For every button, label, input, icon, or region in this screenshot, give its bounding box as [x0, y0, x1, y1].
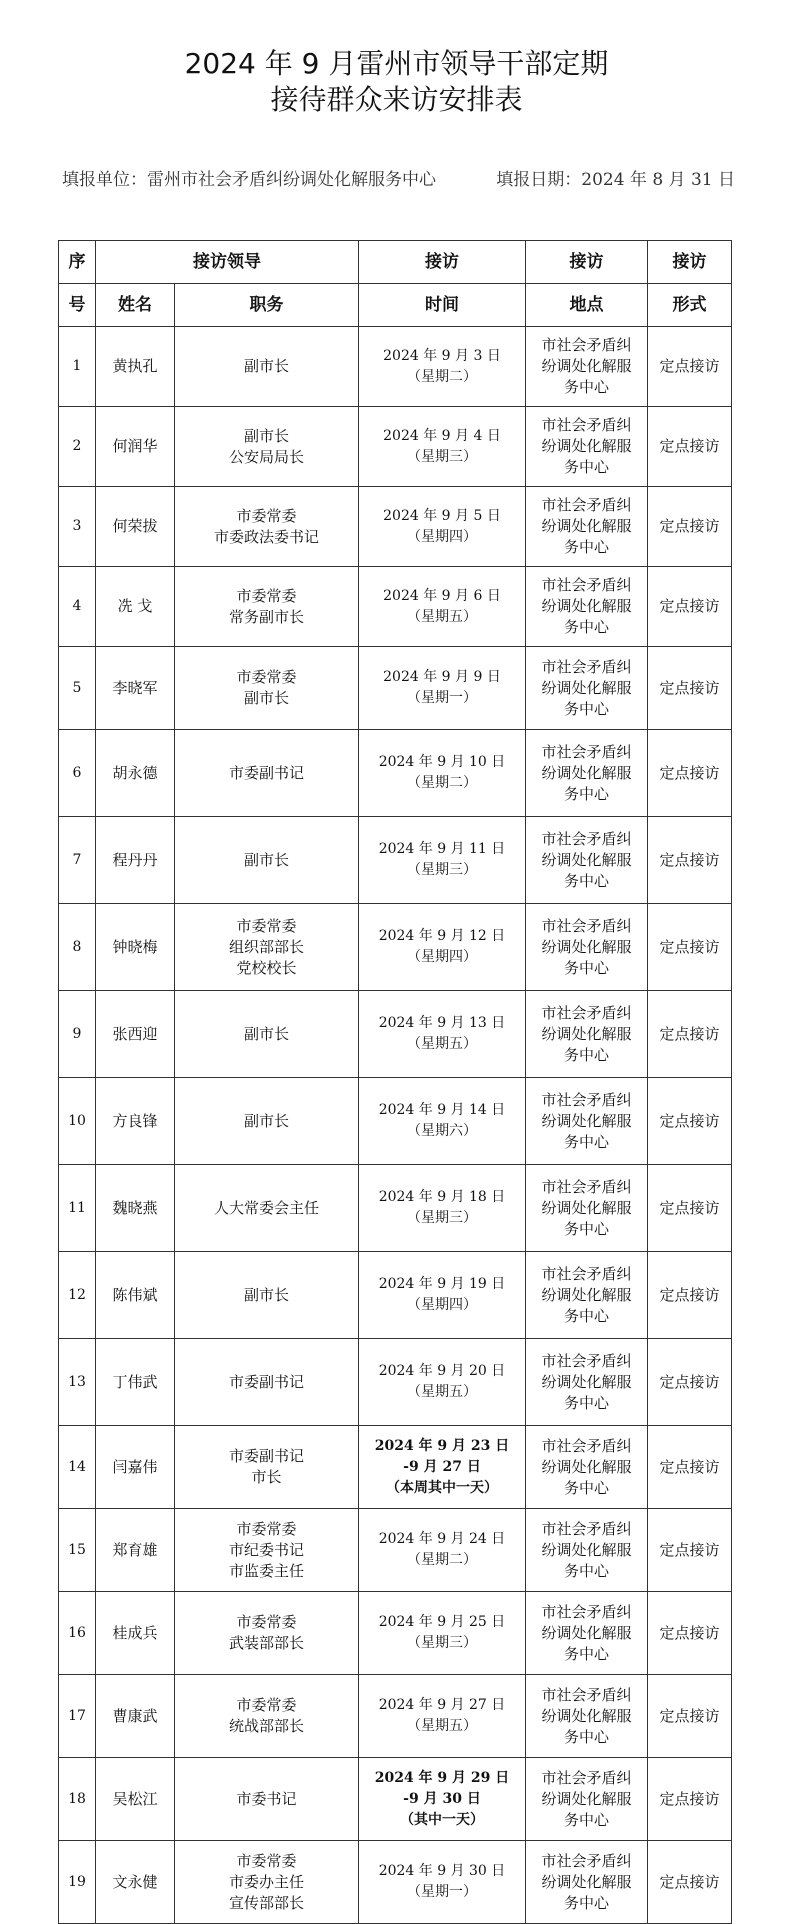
leader-position-line: 副市长	[243, 426, 289, 445]
visit-form: 定点接访	[648, 407, 732, 487]
visit-time-line: 2024 年 9 月 25 日	[378, 1614, 506, 1630]
visit-form: 定点接访	[648, 1841, 732, 1924]
table-row	[59, 1078, 732, 1165]
visit-time	[359, 1758, 526, 1841]
leader-position	[175, 1426, 359, 1509]
visit-place-line: 市社会矛盾纠	[541, 916, 632, 935]
visit-place-line: 市社会矛盾纠	[541, 1768, 632, 1787]
leader-position	[175, 904, 359, 991]
visit-form: 定点接访	[648, 487, 732, 567]
visit-time-line: （星期二）	[407, 775, 477, 791]
leader-position-line: 副市长	[243, 1111, 289, 1130]
visit-place	[526, 1078, 648, 1165]
table-row	[59, 991, 732, 1078]
leader-name: 程丹丹	[96, 817, 175, 904]
table-row	[59, 730, 732, 817]
visit-place	[526, 1426, 648, 1509]
visit-form: 定点接访	[648, 1758, 732, 1841]
visit-place-line: 务中心	[563, 1219, 609, 1238]
visit-form: 定点接访	[648, 1165, 732, 1252]
visit-place-line: 市社会矛盾纠	[541, 1264, 632, 1283]
leader-name: 方良锋	[96, 1078, 175, 1165]
leader-position-line: 副市长	[243, 357, 289, 375]
visit-time-line: （星期二）	[407, 1552, 477, 1568]
row-number: 14	[59, 1426, 96, 1509]
visit-place-line: 务中心	[563, 1893, 609, 1912]
leader-name: 张西迎	[96, 991, 175, 1078]
visit-place-line: 纷调处化解服	[541, 763, 632, 782]
visit-place-line: 市社会矛盾纠	[541, 416, 632, 434]
visit-form: 定点接访	[648, 647, 732, 730]
visit-place-line: 务中心	[563, 1393, 609, 1412]
header-leader-group: 接访领导	[96, 241, 359, 284]
leader-position-line: 市委常委	[236, 1519, 297, 1538]
leader-position-line: 市委常委	[236, 1696, 297, 1714]
visit-time	[359, 1165, 526, 1252]
schedule-rows	[59, 327, 732, 1924]
row-number: 16	[59, 1592, 96, 1675]
visit-time-line: （星期三）	[407, 448, 477, 465]
leader-position	[175, 1252, 359, 1339]
visit-place-line: 市社会矛盾纠	[541, 1003, 632, 1022]
visit-place-line: 纷调处化解服	[541, 517, 632, 535]
visit-time-line: （星期三）	[407, 1635, 477, 1651]
visit-place-line: 市社会矛盾纠	[541, 1436, 632, 1455]
row-number: 7	[59, 817, 96, 904]
header-place-top: 接访	[526, 241, 648, 284]
row-number: 2	[59, 407, 96, 487]
leader-position	[175, 1675, 359, 1758]
visit-time-line: 2024 年 9 月 29 日	[374, 1769, 510, 1786]
table-row	[59, 327, 732, 407]
visit-time-line: 2024 年 9 月 10 日	[378, 754, 506, 770]
visit-place	[526, 1675, 648, 1758]
leader-position-line: 宣传部部长	[228, 1893, 304, 1912]
leader-position	[175, 327, 359, 407]
row-number: 17	[59, 1675, 96, 1758]
table-row	[59, 1426, 732, 1509]
visit-place-line: 纷调处化解服	[541, 1198, 632, 1217]
table-row	[59, 1592, 732, 1675]
visit-time-line: 2024 年 9 月 3 日	[383, 347, 501, 364]
table-row	[59, 1675, 732, 1758]
leader-position-line: 组织部部长	[228, 937, 304, 956]
visit-place-line: 务中心	[563, 1727, 609, 1746]
visit-time	[359, 1252, 526, 1339]
visit-time	[359, 1339, 526, 1426]
leader-position-line: 党校校长	[236, 958, 297, 977]
visit-place-line: 市社会矛盾纠	[541, 1177, 632, 1196]
visit-form: 定点接访	[648, 904, 732, 991]
visit-place-line: 务中心	[563, 618, 609, 636]
leader-position-line: 市监委主任	[228, 1561, 304, 1580]
visit-time-line: （星期五）	[407, 1718, 477, 1734]
row-number: 10	[59, 1078, 96, 1165]
leader-position	[175, 817, 359, 904]
visit-time	[359, 1509, 526, 1592]
visit-place-line: 务中心	[563, 1132, 609, 1151]
row-number: 13	[59, 1339, 96, 1426]
leader-name: 何荣拔	[96, 487, 175, 567]
leader-position-line: 公安局局长	[228, 447, 304, 466]
visit-time-line: （星期一）	[407, 690, 477, 706]
header-time-top: 接访	[359, 241, 526, 284]
visit-time	[359, 1426, 526, 1509]
row-number: 9	[59, 991, 96, 1078]
visit-place-line: 务中心	[563, 1644, 609, 1663]
leader-position-line: 市委常委	[236, 1613, 297, 1631]
visit-form: 定点接访	[648, 991, 732, 1078]
leader-name: 冼 戈	[96, 567, 175, 647]
visit-place-line: 务中心	[563, 1810, 609, 1829]
visit-time	[359, 1078, 526, 1165]
visit-time	[359, 1675, 526, 1758]
leader-name: 李晓军	[96, 647, 175, 730]
visit-time-line: 2024 年 9 月 30 日	[378, 1863, 506, 1879]
visit-time	[359, 991, 526, 1078]
title-line-2: 接待群众来访安排表	[270, 83, 523, 116]
row-number: 18	[59, 1758, 96, 1841]
leader-position-line: 市委书记	[236, 1789, 297, 1808]
visit-time	[359, 1841, 526, 1924]
table-row	[59, 817, 732, 904]
leader-name: 黄执孔	[96, 327, 175, 407]
visit-time-line: （星期一）	[407, 1884, 477, 1900]
table-row	[59, 1509, 732, 1592]
visit-form: 定点接访	[648, 1509, 732, 1592]
visit-place-line: 务中心	[563, 1478, 609, 1497]
visit-place-line: 市社会矛盾纠	[541, 829, 632, 848]
visit-time-line: 2024 年 9 月 24 日	[378, 1531, 506, 1547]
row-number: 5	[59, 647, 96, 730]
row-number: 8	[59, 904, 96, 991]
leader-position-line: 市委常委	[236, 586, 297, 605]
visit-time-line: -9 月 30 日	[403, 1790, 481, 1807]
header-seq-top: 序	[59, 241, 96, 284]
visit-time-line: 2024 年 9 月 12 日	[378, 928, 506, 944]
visit-place-line: 纷调处化解服	[541, 850, 632, 869]
leader-position	[175, 1758, 359, 1841]
header-place-bottom: 地点	[526, 284, 648, 327]
header-form-bottom: 形式	[648, 284, 732, 327]
visit-place	[526, 1592, 648, 1675]
visit-place-line: 市社会矛盾纠	[541, 1685, 632, 1704]
visit-place-line: 务中心	[563, 958, 609, 977]
leader-position-line: 市委常委	[236, 1851, 297, 1870]
visit-place	[526, 904, 648, 991]
visit-time-line: （星期四）	[407, 528, 477, 545]
leader-position-line: 市委常委	[236, 916, 297, 935]
leader-position-line: 武装部部长	[228, 1634, 304, 1652]
visit-place-line: 纷调处化解服	[541, 678, 632, 697]
visit-place-line: 市社会矛盾纠	[541, 1351, 632, 1370]
leader-position	[175, 1841, 359, 1924]
leader-name: 胡永德	[96, 730, 175, 817]
header-name: 姓名	[96, 284, 175, 327]
visit-time-line: （星期六）	[407, 1123, 477, 1139]
visit-time-line: （其中一天）	[400, 1811, 484, 1828]
reporting-date: 填报日期：2024 年 8 月 31 日	[496, 170, 735, 190]
visit-place-line: 纷调处化解服	[541, 1457, 632, 1476]
visit-place	[526, 1758, 648, 1841]
visit-time-line: 2024 年 9 月 5 日	[383, 507, 501, 524]
leader-name: 丁伟武	[96, 1339, 175, 1426]
leader-position-line: 市委副书记	[228, 1372, 304, 1391]
leader-position-line: 统战部部长	[228, 1717, 304, 1735]
visit-form: 定点接访	[648, 1078, 732, 1165]
visit-place	[526, 567, 648, 647]
visit-place-line: 纷调处化解服	[541, 937, 632, 956]
visit-place	[526, 1165, 648, 1252]
leader-position	[175, 730, 359, 817]
leader-position-line: 市委常委	[236, 668, 297, 686]
leader-position-line: 副市长	[243, 1024, 289, 1043]
table-row	[59, 1841, 732, 1924]
header-position: 职务	[175, 284, 359, 327]
visit-place-line: 纷调处化解服	[541, 1111, 632, 1130]
leader-name: 吴松江	[96, 1758, 175, 1841]
visit-place	[526, 991, 648, 1078]
row-number: 4	[59, 567, 96, 647]
table-row	[59, 1758, 732, 1841]
leader-name: 魏晓燕	[96, 1165, 175, 1252]
visit-time-line: （星期三）	[407, 862, 477, 878]
leader-position-line: 市委副书记	[228, 1447, 304, 1465]
row-number: 19	[59, 1841, 96, 1924]
visit-place-line: 市社会矛盾纠	[541, 336, 632, 354]
leader-name: 曹康武	[96, 1675, 175, 1758]
visit-time	[359, 487, 526, 567]
visit-form: 定点接访	[648, 1339, 732, 1426]
visit-time	[359, 730, 526, 817]
row-number: 15	[59, 1509, 96, 1592]
visit-time-line: 2024 年 9 月 27 日	[378, 1697, 506, 1713]
visit-place-line: 市社会矛盾纠	[541, 496, 632, 514]
row-number: 3	[59, 487, 96, 567]
table-row	[59, 487, 732, 567]
visit-place	[526, 407, 648, 487]
visit-place	[526, 1252, 648, 1339]
visit-place	[526, 817, 648, 904]
visit-place	[526, 1841, 648, 1924]
row-number: 11	[59, 1165, 96, 1252]
visit-place	[526, 487, 648, 567]
visit-place-line: 市社会矛盾纠	[541, 1602, 632, 1621]
header-seq-bottom: 号	[59, 284, 96, 327]
visit-place-line: 市社会矛盾纠	[541, 1519, 632, 1538]
visit-place-line: 市社会矛盾纠	[541, 1851, 632, 1870]
visit-time-line: （星期三）	[407, 1210, 477, 1226]
leader-position	[175, 1339, 359, 1426]
table-row	[59, 904, 732, 991]
header-form-top: 接访	[648, 241, 732, 284]
visit-form: 定点接访	[648, 1252, 732, 1339]
leader-position	[175, 1592, 359, 1675]
visit-form: 定点接访	[648, 1592, 732, 1675]
visit-place-line: 务中心	[563, 1045, 609, 1064]
leader-position-line: 副市长	[243, 1285, 289, 1304]
page-title	[0, 46, 793, 118]
leader-position-line: 市纪委书记	[228, 1540, 304, 1559]
visit-place-line: 纷调处化解服	[541, 1623, 632, 1642]
leader-position	[175, 647, 359, 730]
visit-time	[359, 567, 526, 647]
visit-form: 定点接访	[648, 1675, 732, 1758]
visit-time-line: 2024 年 9 月 13 日	[378, 1015, 506, 1031]
visit-place-line: 纷调处化解服	[541, 1372, 632, 1391]
visit-time-line: （本周其中一天）	[386, 1479, 498, 1496]
visit-place-line: 务中心	[563, 538, 609, 556]
leader-position	[175, 407, 359, 487]
visit-time-line: （星期四）	[407, 1297, 477, 1313]
table-row	[59, 1252, 732, 1339]
leader-position-line: 市委办主任	[228, 1872, 304, 1891]
leader-position-line: 市委政法委书记	[213, 527, 319, 546]
leader-name: 陈伟斌	[96, 1252, 175, 1339]
visit-time	[359, 1592, 526, 1675]
visit-place-line: 纷调处化解服	[541, 1540, 632, 1559]
visit-place-line: 市社会矛盾纠	[541, 742, 632, 761]
visit-place-line: 市社会矛盾纠	[541, 657, 632, 676]
leader-position-line: 人大常委会主任	[213, 1198, 319, 1217]
visit-time-line: 2024 年 9 月 9 日	[383, 669, 501, 685]
title-line-1: 2024 年 9 月雷州市领导干部定期	[184, 47, 609, 80]
visit-time-line: 2024 年 9 月 23 日	[374, 1437, 510, 1454]
leader-name: 钟晓梅	[96, 904, 175, 991]
visit-time-line: （星期五）	[407, 1384, 477, 1400]
visit-time-line: 2024 年 9 月 14 日	[378, 1102, 506, 1118]
table-row	[59, 647, 732, 730]
leader-position-line: 常务副市长	[228, 607, 304, 626]
visit-form: 定点接访	[648, 327, 732, 407]
visit-place	[526, 730, 648, 817]
visit-place-line: 纷调处化解服	[541, 357, 632, 375]
visit-time-line: 2024 年 9 月 18 日	[378, 1189, 506, 1205]
visit-time-line: （星期四）	[407, 949, 477, 965]
table-row	[59, 1165, 732, 1252]
visit-place-line: 市社会矛盾纠	[541, 1090, 632, 1109]
leader-position-line: 副市长	[243, 850, 289, 869]
visit-place	[526, 327, 648, 407]
reporting-unit: 填报单位：雷州市社会矛盾纠纷调处化解服务中心	[62, 170, 436, 190]
leader-position	[175, 1078, 359, 1165]
leader-position	[175, 1509, 359, 1592]
visit-place-line: 务中心	[563, 1306, 609, 1325]
visit-time-line: 2024 年 9 月 4 日	[383, 427, 501, 444]
schedule-table	[58, 240, 732, 1924]
visit-time-line: 2024 年 9 月 19 日	[378, 1276, 506, 1292]
visit-time-line: （星期五）	[407, 608, 477, 625]
visit-place	[526, 1339, 648, 1426]
leader-position-line: 市长	[251, 1468, 282, 1486]
visit-time-line: （星期五）	[407, 1036, 477, 1052]
row-number: 12	[59, 1252, 96, 1339]
leader-name: 文永健	[96, 1841, 175, 1924]
leader-position-line: 市委副书记	[228, 763, 304, 782]
table-row	[59, 1339, 732, 1426]
visit-place-line: 务中心	[563, 784, 609, 803]
visit-place-line: 纷调处化解服	[541, 597, 632, 615]
leader-name: 何润华	[96, 407, 175, 487]
leader-position	[175, 487, 359, 567]
row-number: 6	[59, 730, 96, 817]
visit-place-line: 纷调处化解服	[541, 1872, 632, 1891]
leader-name: 桂成兵	[96, 1592, 175, 1675]
leader-position	[175, 567, 359, 647]
visit-form: 定点接访	[648, 730, 732, 817]
visit-place-line: 纷调处化解服	[541, 1789, 632, 1808]
visit-place-line: 务中心	[563, 871, 609, 890]
table-row	[59, 567, 732, 647]
visit-place	[526, 1509, 648, 1592]
visit-place-line: 纷调处化解服	[541, 1024, 632, 1043]
visit-form: 定点接访	[648, 1426, 732, 1509]
visit-place-line: 务中心	[563, 378, 609, 396]
visit-time-line: （星期二）	[407, 368, 477, 385]
visit-place	[526, 647, 648, 730]
visit-time	[359, 327, 526, 407]
leader-name: 郑育雄	[96, 1509, 175, 1592]
visit-time	[359, 904, 526, 991]
leader-name: 闫嘉伟	[96, 1426, 175, 1509]
header-time-bottom: 时间	[359, 284, 526, 327]
visit-time-line: 2024 年 9 月 6 日	[383, 587, 501, 604]
visit-time-line: 2024 年 9 月 11 日	[378, 841, 506, 857]
visit-time	[359, 817, 526, 904]
visit-time	[359, 647, 526, 730]
visit-time	[359, 407, 526, 487]
visit-time-line: 2024 年 9 月 20 日	[378, 1363, 506, 1379]
visit-place-line: 纷调处化解服	[541, 1706, 632, 1725]
visit-place-line: 纷调处化解服	[541, 1285, 632, 1304]
leader-position-line: 副市长	[243, 689, 289, 707]
leader-position	[175, 1165, 359, 1252]
visit-place-line: 市社会矛盾纠	[541, 576, 632, 594]
visit-place-line: 务中心	[563, 699, 609, 718]
row-number: 1	[59, 327, 96, 407]
visit-place-line: 务中心	[563, 458, 609, 476]
visit-place-line: 务中心	[563, 1561, 609, 1580]
leader-position	[175, 991, 359, 1078]
visit-place-line: 纷调处化解服	[541, 437, 632, 455]
leader-position-line: 市委常委	[236, 506, 297, 525]
table-row	[59, 407, 732, 487]
visit-time-line: -9 月 27 日	[403, 1458, 481, 1475]
visit-form: 定点接访	[648, 567, 732, 647]
visit-form: 定点接访	[648, 817, 732, 904]
